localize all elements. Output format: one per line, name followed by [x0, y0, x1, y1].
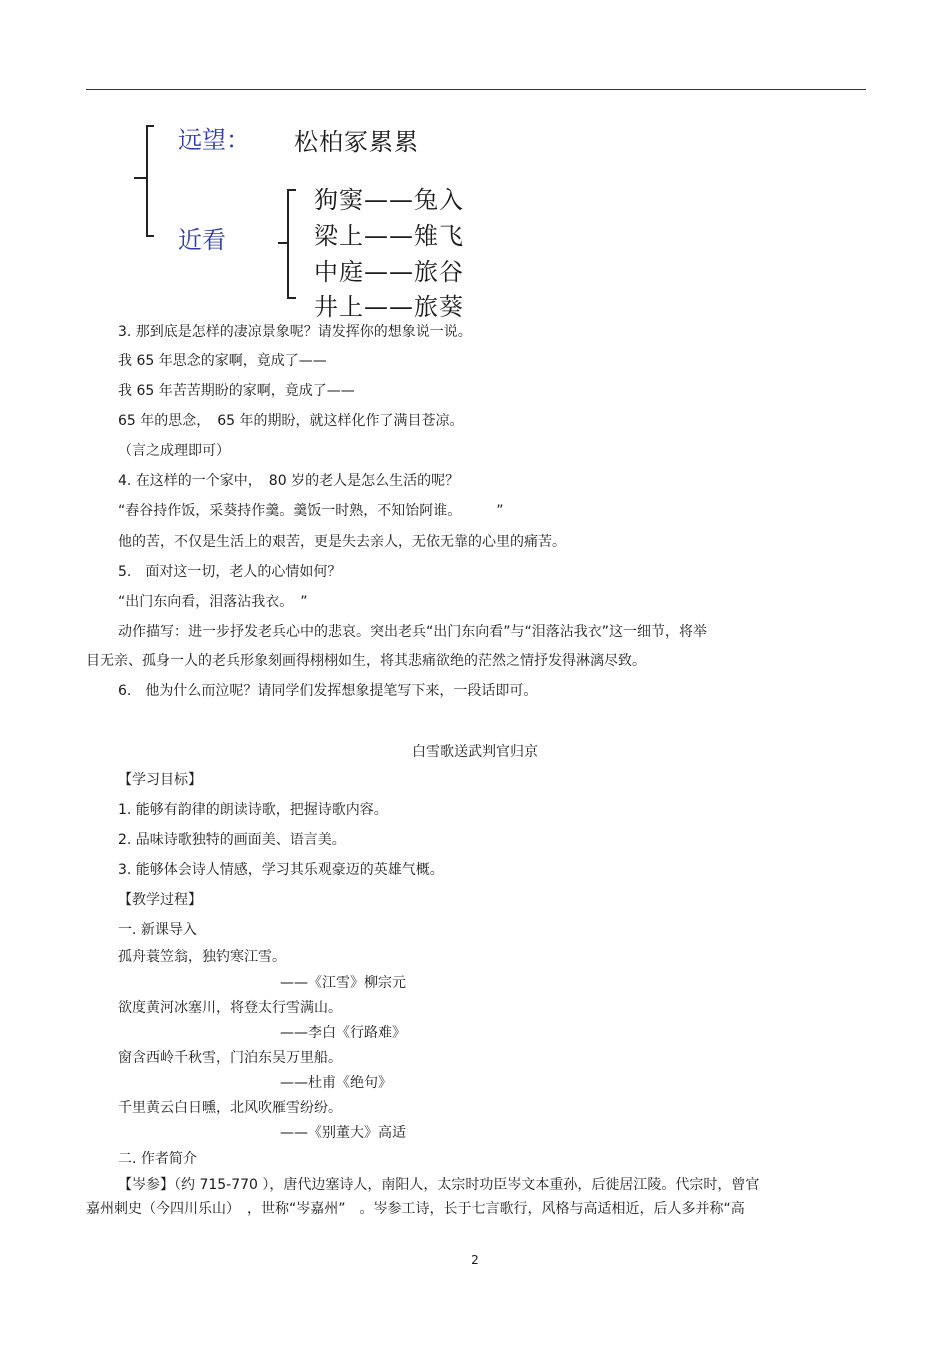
paragraph: 目无亲、孤身一人的老兵形象刻画得栩栩如生，将其悲痛欲绝的茫然之情抒发得淋漓尽致。 [86, 653, 646, 669]
poem-quote: “出门东向看，泪落沾我衣。 ” [118, 594, 308, 610]
poem-line: 孤舟蓑笠翁，独钓寒江雪。 [118, 949, 286, 965]
scene-bracket-diagram [130, 118, 550, 321]
header-rule [86, 89, 866, 90]
paragraph: 我 65 年思念的家啊，竟成了—— [118, 353, 327, 369]
page-number: 2 [471, 1253, 479, 1267]
goal-item: 3. 能够体会诗人情感，学习其乐观豪迈的英雄气概。 [118, 862, 444, 878]
poem-line: 窗含西岭千秋雪，门泊东吴万里船。 [118, 1050, 342, 1066]
paragraph: （言之成理即可） [118, 443, 230, 459]
goals-heading: 【学习目标】 [118, 772, 202, 788]
far-view-text: 松柏冢累累 [294, 128, 419, 156]
paragraph: 65 年的思念， 65 年的期盼，就这样化作了满目苍凉。 [118, 413, 464, 429]
poem-quote: “舂谷持作饭，采葵持作羹。羹饭一时熟，不知饴阿谁。 ” [118, 503, 504, 519]
process-heading: 【教学过程】 [118, 892, 202, 908]
paragraph: 动作描写：进一步抒发老兵心中的悲哀。突出老兵“出门东向看”与“泪落沾我衣”这一细节，将举 [118, 624, 708, 640]
section-heading: 二. 作者简介 [118, 1151, 197, 1167]
author-bio: 嘉州刺史（今四川乐山） ，世称“岑嘉州” 。岑参工诗，长于七言歌行，风格与高适相近，后人多并称“高 [86, 1201, 745, 1217]
near-view-label: 近看 [178, 226, 226, 254]
goal-item: 2. 品味诗歌独特的画面美、语言美。 [118, 832, 346, 848]
poem-line: 欲度黄河冰塞川，将登太行雪满山。 [118, 1000, 342, 1016]
question-6: 6. 他为什么而泣呢？请同学们发挥想象提笔写下来，一段话即可。 [118, 683, 538, 699]
lesson-title: 白雪歌送武判官归京 [412, 744, 538, 760]
paragraph: 我 65 年苦苦期盼的家啊，竟成了—— [118, 383, 355, 399]
near-item: 狗窦——兔入 [314, 186, 464, 214]
goal-item: 1. 能够有韵律的朗读诗歌，把握诗歌内容。 [118, 802, 388, 818]
near-item: 梁上——雉飞 [314, 222, 464, 250]
near-item: 井上——旅葵 [314, 293, 464, 321]
question-3: 3. 那到底是怎样的凄凉景象呢？请发挥你的想象说一说。 [118, 324, 472, 340]
poem-line: 千里黄云白日曛，北风吹雁雪纷纷。 [118, 1100, 342, 1116]
poem-source: ——《别董大》高适 [280, 1125, 406, 1141]
far-view-label: 远望： [178, 126, 250, 154]
question-4: 4. 在这样的一个家中， 80 岁的老人是怎么生活的呢？ [118, 473, 460, 489]
poem-source: ——李白《行路难》 [280, 1025, 406, 1041]
author-bio: 【岑参】（约 715-770 ），唐代边塞诗人，南阳人，太宗时功臣岑文本重孙，后徙居江陵。代宗时，曾官 [118, 1177, 760, 1193]
section-heading: 一. 新课导入 [118, 922, 197, 938]
poem-source: ——《江雪》柳宗元 [280, 975, 406, 991]
poem-source: ——杜甫《绝句》 [280, 1075, 392, 1091]
question-5: 5. 面对这一切，老人的心情如何？ [118, 564, 342, 580]
paragraph: 他的苦，不仅是生活上的艰苦，更是失去亲人，无依无靠的心里的痛苦。 [118, 534, 566, 550]
near-item: 中庭——旅谷 [314, 258, 464, 286]
